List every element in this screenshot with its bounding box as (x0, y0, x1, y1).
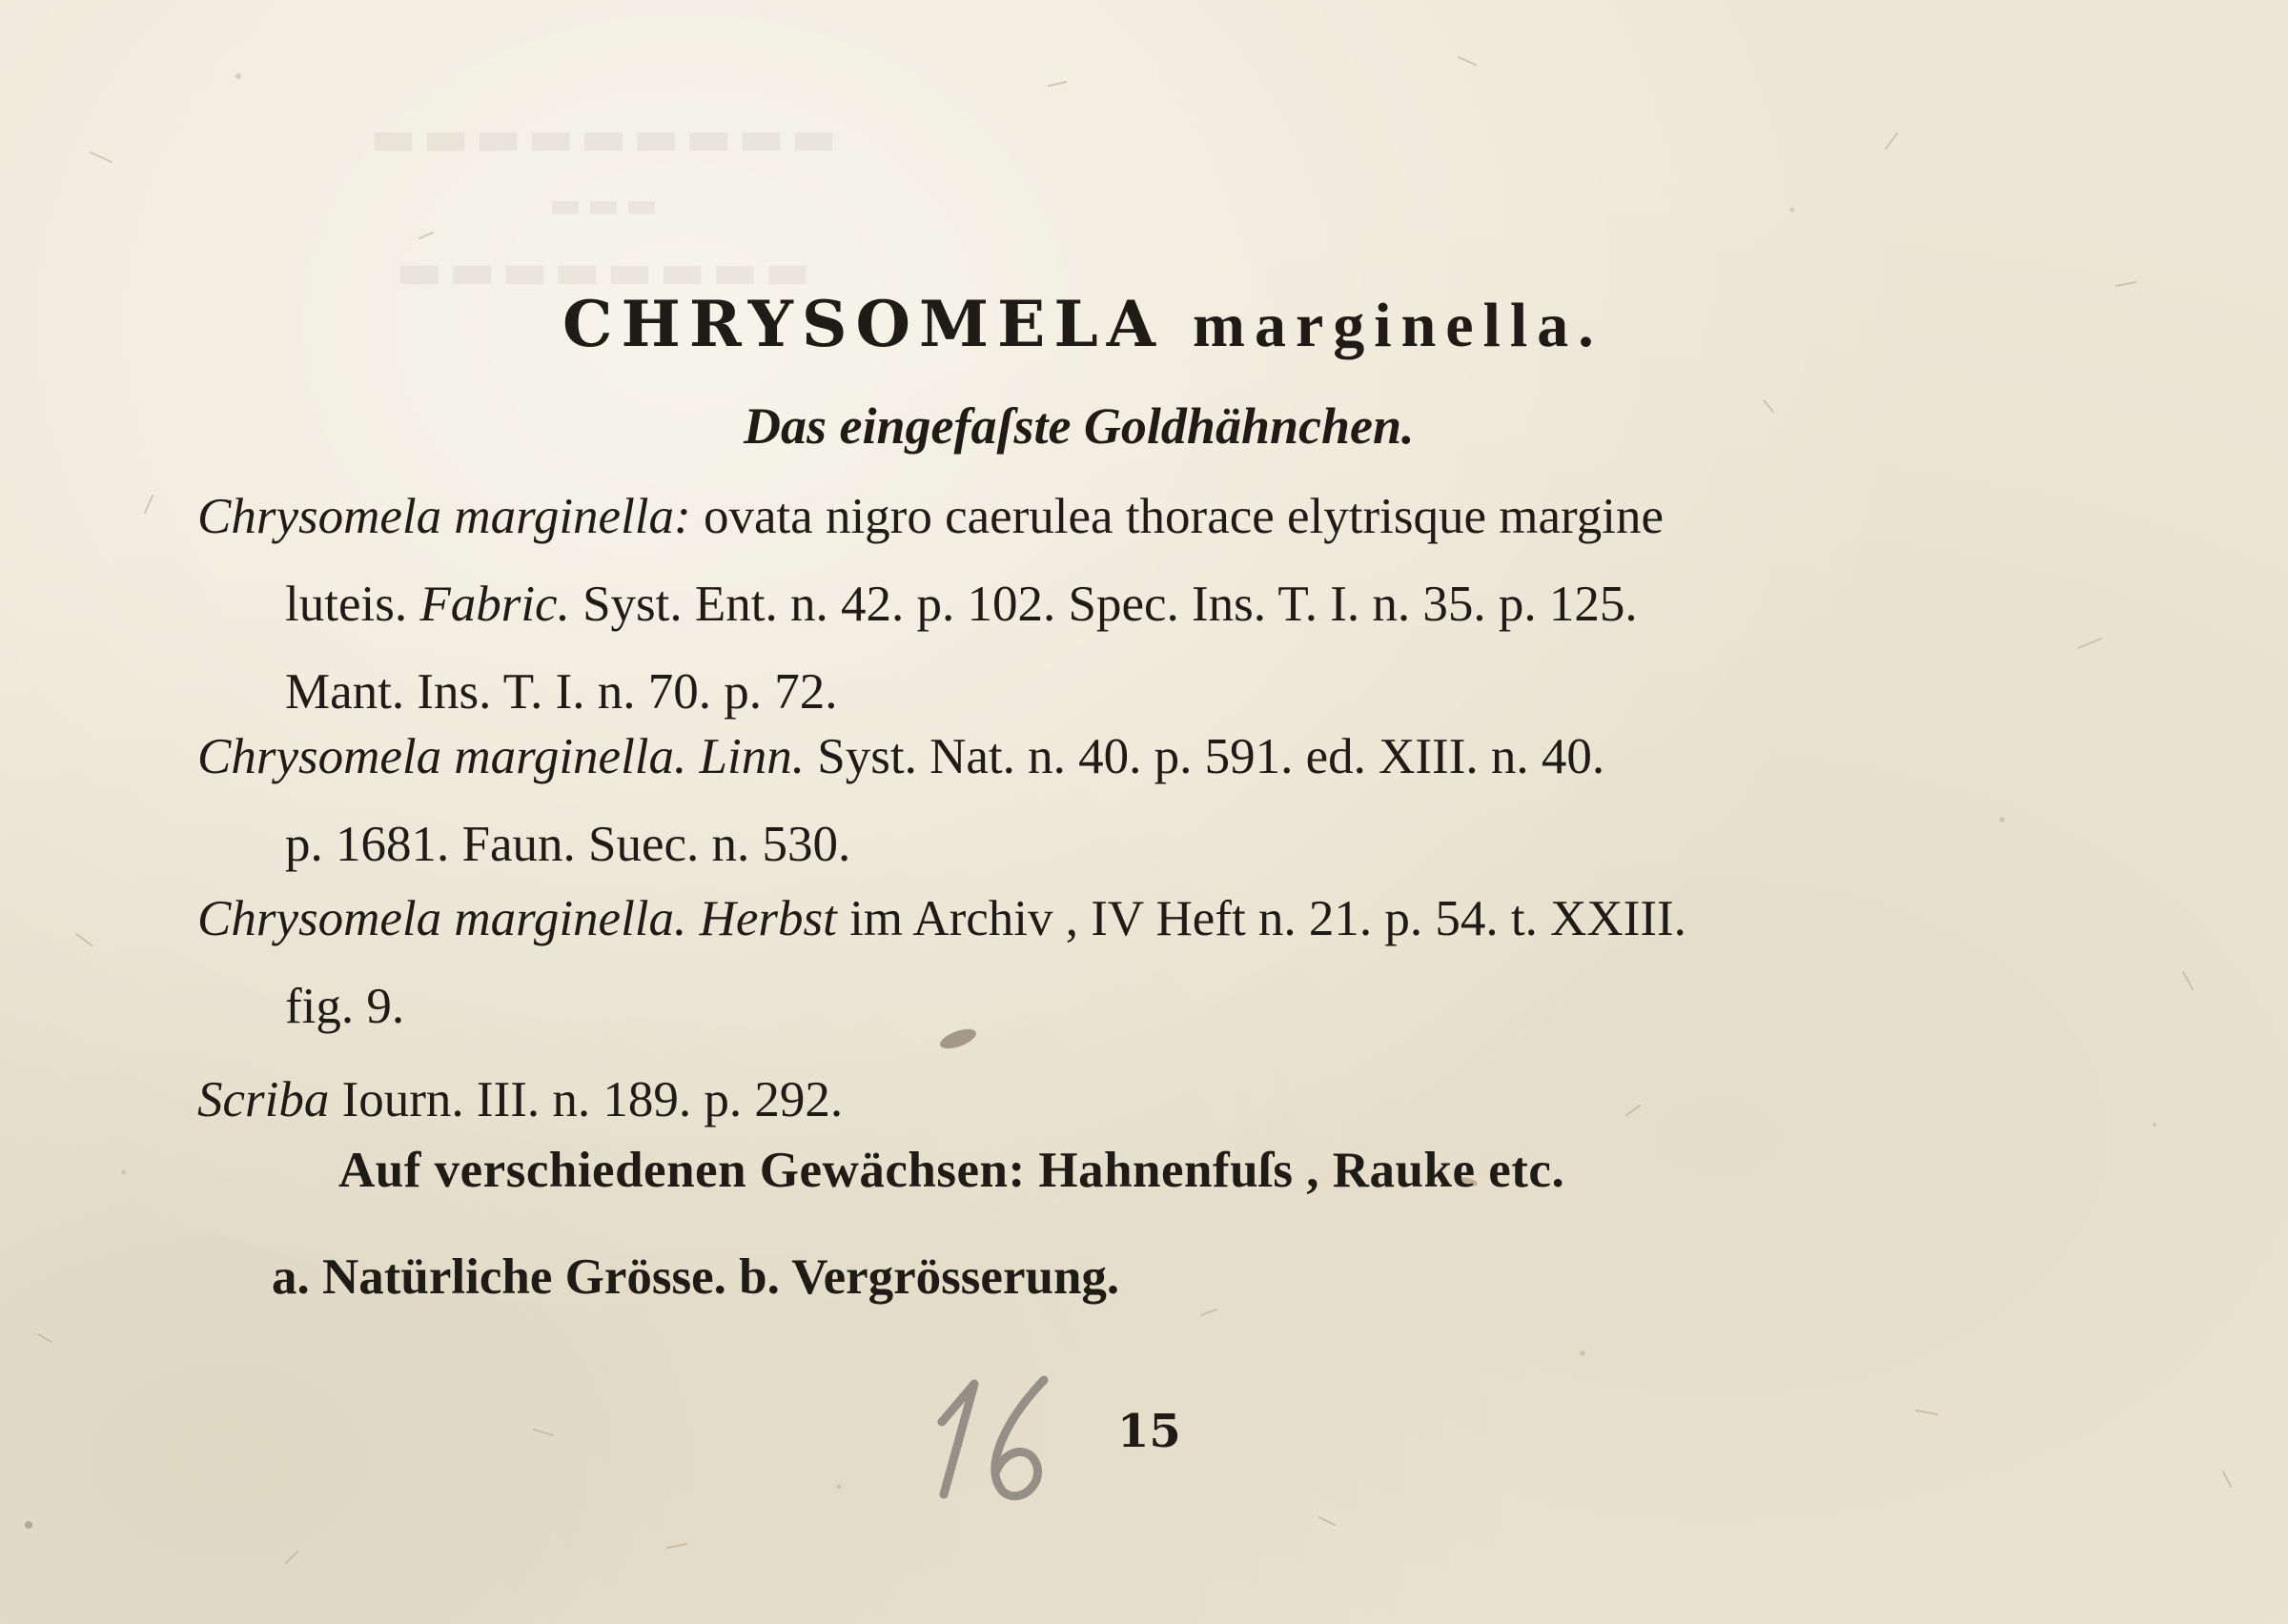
citation-text: luteis. (285, 577, 420, 632)
citation-name: Chrysomela marginella. (197, 729, 687, 784)
citation-name: Chrysomela marginella: (197, 489, 691, 544)
habitat-note: Auf verschiedenen Gewächsen: Hahnenfuſs , Rauke etc. (338, 1143, 1565, 1198)
citation-text: p. 1681. Faun. Suec. n. 530. (285, 817, 851, 872)
bleed-through-text: ▬▬▬▬▬▬▬▬▬ ▬▬▬ ▬▬▬▬▬▬▬▬ (363, 109, 838, 300)
synonym-paragraph (197, 1056, 2104, 1144)
citation-text: ovata nigro caerulea thorace elytrisque margine (690, 489, 1664, 544)
synonym-paragraph (197, 875, 2104, 1050)
title-species: marginella. (1192, 291, 1604, 360)
synonym-paragraph (197, 713, 2104, 888)
synonym-line (197, 875, 2104, 963)
title-genus: CHRYSOMELA (562, 287, 1164, 361)
citation-text: fig. 9. (285, 979, 405, 1034)
citation-name: Chrysomela marginella. (197, 891, 687, 946)
citation-text: Iourn. III. n. 189. p. 292. (329, 1072, 844, 1127)
citation-text: Syst. Nat. n. 40. p. 591. ed. XIII. n. 40. (805, 729, 1605, 784)
citation-author: Scriba (197, 1072, 330, 1127)
citation-author: Herbst (699, 891, 837, 946)
pencil-annotation (915, 1363, 1106, 1515)
synonym-line (197, 473, 2104, 560)
citation-text (686, 729, 699, 784)
figure-legend: a. Natürliche Grösse. b. Vergrösserung. (272, 1249, 1120, 1305)
synonym-line (197, 963, 2104, 1050)
citation-text (686, 891, 699, 946)
citation-text: im Archiv , IV Heft n. 21. p. 54. t. XXIII. (836, 891, 1686, 946)
citation-author: Fabric. (419, 577, 570, 632)
page-title (562, 286, 1802, 364)
synonym-line (197, 1056, 2104, 1144)
citation-author: Linn. (699, 729, 805, 784)
synonym-paragraph (197, 473, 2104, 736)
citation-text: Syst. Ent. n. 42. p. 102. Spec. Ins. T. I. n. 35. p. 125. (569, 577, 1638, 632)
page-number: 15 (1117, 1405, 1181, 1458)
synonym-line (197, 713, 2104, 801)
citation-text: Mant. Ins. T. I. n. 70. p. 72. (285, 664, 838, 720)
page-subtitle: Das eingefaſste Goldhähnchen. (744, 397, 1415, 455)
synonym-line (197, 560, 2104, 648)
